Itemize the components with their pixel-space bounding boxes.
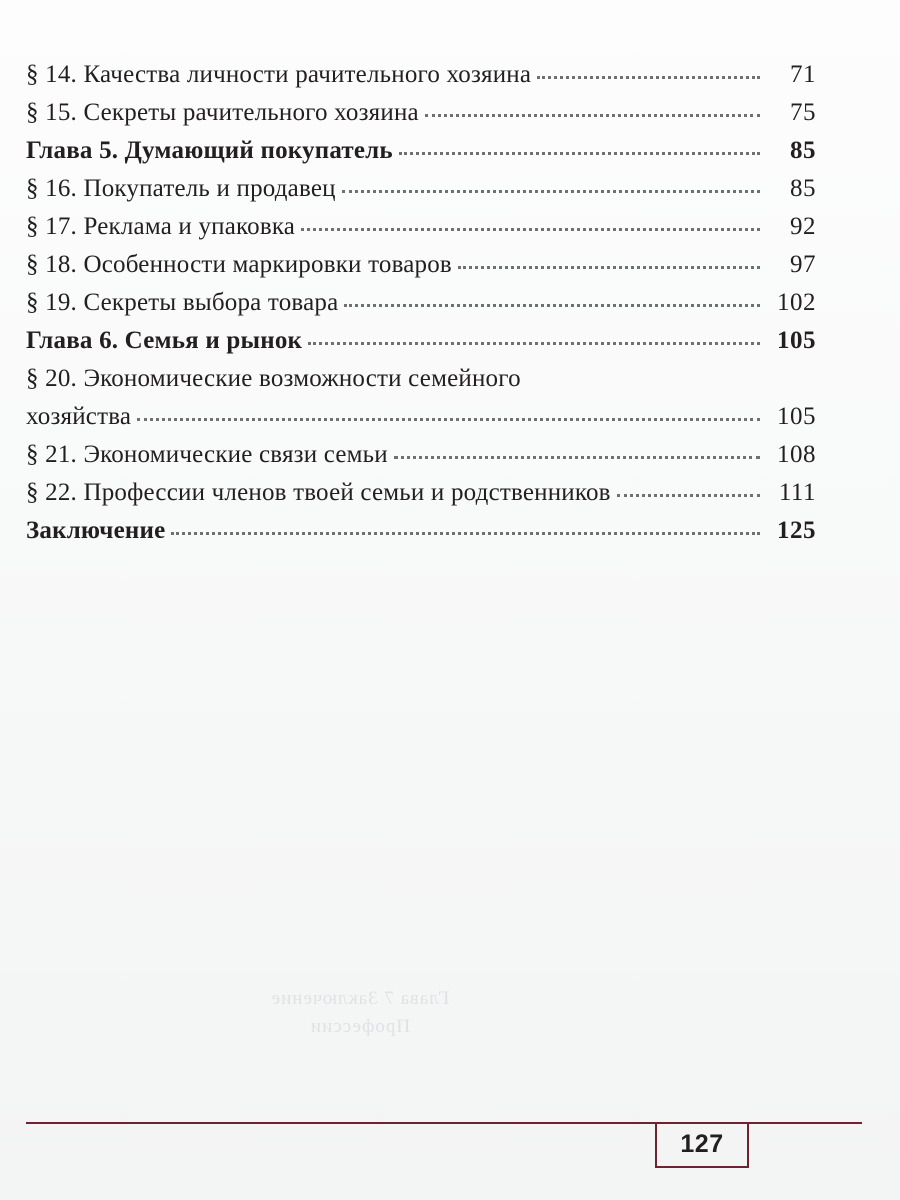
toc-entry-chapter[interactable] — [26, 322, 816, 360]
toc-entry-conclusion[interactable] — [26, 512, 816, 550]
toc-entry[interactable] — [26, 246, 816, 284]
toc-entry-label: § 18. Особенности маркировки товаров — [26, 251, 452, 278]
toc-leader — [171, 532, 760, 535]
toc-entry[interactable] — [26, 474, 816, 512]
toc-entry-label: Заключение — [26, 517, 166, 544]
toc-entry[interactable] — [26, 284, 816, 322]
toc-entry-page: 105 — [777, 403, 816, 430]
toc-entry-page: 105 — [777, 327, 816, 354]
toc-entry-page: 102 — [777, 289, 816, 316]
toc-entry-label: § 22. Профессии членов твоей семьи и родственников — [26, 479, 611, 506]
toc-entry-label: § 19. Секреты выбора товара — [26, 289, 339, 316]
toc-entry-label: § 16. Покупатель и продавец — [26, 175, 336, 202]
toc-entry-label: § 17. Реклама и упаковка — [26, 213, 296, 240]
toc-entry[interactable] — [26, 170, 816, 208]
toc-leader — [537, 76, 760, 79]
toc-leader — [394, 456, 760, 459]
toc-entry-page: 92 — [790, 213, 816, 240]
toc-entry-chapter[interactable] — [26, 132, 816, 170]
toc-entry-page: 111 — [778, 479, 816, 506]
toc-entry[interactable] — [26, 94, 816, 132]
toc-entry-page: 71 — [790, 61, 816, 88]
toc-leader — [458, 266, 760, 269]
toc-leader — [342, 190, 760, 193]
toc-entry-page: 85 — [790, 175, 816, 202]
toc-leader — [344, 304, 760, 307]
table-of-contents — [26, 56, 816, 550]
folio-box — [655, 1122, 749, 1168]
toc-entry-label: хозяйства — [26, 403, 132, 430]
toc-leader — [308, 342, 760, 345]
toc-entry-page: 108 — [777, 441, 816, 468]
toc-entry[interactable] — [26, 56, 816, 94]
toc-entry-page: 85 — [790, 137, 816, 164]
toc-entry-label: Глава 5. Думающий покупатель — [26, 137, 393, 164]
toc-entry-page: 75 — [790, 99, 816, 126]
toc-leader — [301, 228, 760, 231]
toc-leader — [399, 152, 760, 155]
toc-entry[interactable] — [26, 436, 816, 474]
toc-entry-label: § 14. Качества личности рачительного хозяина — [26, 61, 532, 88]
toc-leader — [425, 114, 760, 117]
bleed-through-text: Глава 7 Заключение Профессии — [270, 988, 450, 1037]
toc-entry-label: Глава 6. Семья и рынок — [26, 327, 303, 354]
toc-entry-label: § 20. Экономические возможности семейного — [26, 365, 521, 392]
toc-entry-continuation[interactable] — [26, 398, 816, 436]
toc-entry-label: § 21. Экономические связи семьи — [26, 441, 388, 468]
toc-entry-label: § 15. Секреты рачительного хозяина — [26, 99, 419, 126]
toc-entry[interactable] — [26, 208, 816, 246]
toc-leader — [137, 418, 760, 421]
toc-entry[interactable] — [26, 360, 816, 398]
toc-entry-page: 97 — [790, 251, 816, 278]
toc-entry-page: 125 — [777, 517, 816, 544]
toc-leader — [617, 494, 760, 497]
page-number: 127 — [680, 1129, 724, 1158]
